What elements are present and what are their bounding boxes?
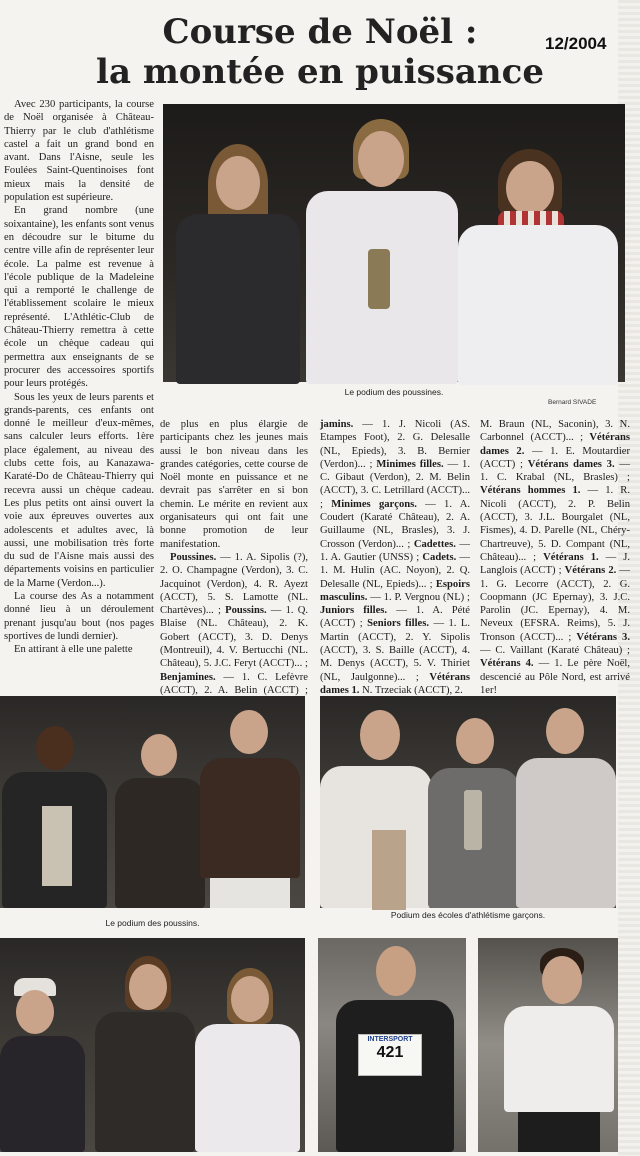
caption-main: Le podium des poussines. bbox=[344, 387, 444, 397]
headline-line-2: la montée en puissance bbox=[96, 52, 544, 92]
photo-credit: Bernard SIVADE bbox=[548, 399, 597, 406]
photo-runner-white bbox=[478, 938, 618, 1152]
boy-figure bbox=[200, 710, 300, 908]
bib-number: 421 bbox=[376, 1044, 404, 1061]
result-text: — 1. A. Gautier (UNSS) ; bbox=[320, 538, 470, 563]
trophy-icon bbox=[368, 249, 390, 309]
photo-girls-with-gifts bbox=[0, 938, 305, 1152]
result-text: — 1. E. Moutardier (ACCT) ; bbox=[480, 445, 630, 470]
photo-podium-ecoles-garcons bbox=[320, 696, 616, 908]
result-category: Poussins. bbox=[225, 605, 267, 617]
caption-poussins: Le podium des poussins. bbox=[105, 918, 200, 928]
result-text: — 1. Q. Blaise (NL. Château), 2. K. Gobert (ACCT), 3. D. Denys (Montreuil), 4. V. Bertucchi (NL. Château), 5. J.C. Feryt (ACCT)... ; bbox=[160, 605, 308, 670]
results-paragraph bbox=[160, 551, 308, 711]
result-text: — J. Langlois (ACCT) ; bbox=[480, 551, 630, 577]
result-text: — 1. C. Gibaut (Verdon), 2. M. Belin (ACCT), 3. C. Letrillard (ACCT)... ; bbox=[320, 458, 470, 510]
gift-package bbox=[372, 830, 406, 910]
paragraph: Sous les yeux de leurs parents et grands-parents, ces enfants ont donné le meilleur d'eux-mêmes, sans calculer leurs efforts. 1ère place également, au niveau des clubs cette fois, au Kanazawa-Karaté-Do de Château-Thierry qui recevra aussi un chèque cadeau. Les plus petits ont ainsi ouvert la voie aux épreuves ouvertes aux adolescents et adultes avec, là aussi, une mobilisation très forte du sud de l'Aisne mais aussi des départements voisins en particulier de la Marne (Verdon...). bbox=[4, 391, 154, 589]
paragraph: La course des As a notamment donné lieu à un déroulement prenant jusqu'au bout (nos pages sportives de lundi dernier). bbox=[4, 590, 154, 642]
result-category: Minimes filles. bbox=[376, 458, 444, 470]
girl-figure bbox=[168, 144, 303, 384]
result-text: — 1. A. Sipolis (?), 2. O. Champagne (Verdon), 3. C. Jacquinot (Verdon), 4. R. Ayezt (ACCT), 5. S. Lamotte (NL. Chartèves)... ; bbox=[160, 551, 308, 617]
result-text: — C. Vaillant (Karaté Château) ; bbox=[480, 645, 630, 657]
result-category: Espoirs masculins. bbox=[320, 578, 470, 603]
headline bbox=[80, 12, 560, 92]
photo-podium-poussines bbox=[163, 104, 625, 382]
headline-line-1: Course de Noël : bbox=[162, 12, 478, 52]
result-category: Seniors filles. bbox=[367, 618, 429, 630]
result-category: Vétérans 3. bbox=[576, 631, 630, 643]
photo-podium-poussins bbox=[0, 696, 305, 908]
result-text: — 1. A. Pété (ACCT) ; bbox=[320, 605, 471, 630]
boy-figure bbox=[428, 718, 520, 908]
result-text: — 1. A. Coudert (Karaté Château), 2. A. Guillaume (NL, Brasles), 3. J. Crosson (Verdon)... ; bbox=[320, 498, 470, 550]
result-category: Cadettes. bbox=[413, 538, 456, 550]
race-bib bbox=[358, 1034, 422, 1076]
result-category: Vétérans dames 1. bbox=[320, 671, 470, 696]
result-text: — 1. Le père Noël, descencié au Pôle Nord, est arrivé 1er! bbox=[480, 658, 630, 696]
girl-figure bbox=[448, 149, 618, 384]
girl-figure bbox=[95, 956, 195, 1152]
result-text: — 1. M. Hulin (AC. Noyon), 2. Q. Delesalle (NL, Epieds)... ; bbox=[320, 551, 470, 590]
result-text: — 1. R. Nicoli (ACCT), 2. P. Belin (ACCT), 3. J.L. Bourgalet (NL, Fismes), 4. D. Parelle (NL, Chéry-Chartreuve), 5. D. Compant (NL, Château)... ; bbox=[480, 485, 630, 563]
article-column-2 bbox=[160, 418, 308, 696]
result-category: Minimes garçons. bbox=[331, 498, 417, 510]
result-text: — 1. J. Nicoli (AS. Etampes Foot), 2. G. Delesalle (NL, Epieds), 3. B. Bernier (Verdon)... ; bbox=[320, 419, 470, 470]
result-text: — 1. C. Krabal (NL, Brasles) ; bbox=[480, 458, 630, 484]
caption-ecoles: Podium des écoles d'athlétisme garçons. bbox=[390, 910, 546, 920]
result-category: Juniors filles. bbox=[320, 605, 388, 617]
boy-figure bbox=[2, 726, 107, 908]
result-category: Cadets. bbox=[422, 551, 457, 563]
white-pants bbox=[210, 878, 290, 908]
result-category: Vétérans dames 2. bbox=[480, 432, 630, 457]
paragraph: En attirant à elle une palette bbox=[14, 644, 133, 656]
result-text: — 1. G. Lecorre (ACCT), 2. G. Coopmann (JC Epernay), 3. J.C. Parolin (JC. Epernay), 4. M. Neveux (EFSRA. Reims), 5. J. Tronson (ACCT)... ; bbox=[480, 565, 630, 643]
result-category: Benjamines. bbox=[160, 671, 216, 683]
result-text: — 1. P. Vergnou (NL) ; bbox=[367, 591, 470, 603]
article-column-1 bbox=[4, 98, 154, 696]
result-text: — 1. C. Lefèvre (ACCT), 2. A. Belin (ACCT) ; bbox=[160, 671, 308, 696]
paragraph: Avec 230 participants, la course de Noël organisée à Château-Thierry par le club d'athlétisme castel a fait un grand bond en avant. Dans l'Aisne, seule les Foulées Saint-Quentinoises font mieux mais la densité de population est supérieure. bbox=[4, 99, 154, 204]
bib-brand: INTERSPORT bbox=[367, 1036, 413, 1043]
girl-figure bbox=[195, 968, 300, 1152]
result-category: Vétérans 4. bbox=[480, 658, 534, 670]
girl-figure bbox=[298, 119, 458, 384]
results-paragraph bbox=[480, 418, 630, 697]
boy-figure bbox=[115, 734, 205, 908]
result-category: Vétérans dames 3. bbox=[527, 458, 615, 470]
result-category: Vétérans hommes 1. bbox=[480, 485, 581, 497]
runner-figure bbox=[504, 948, 614, 1152]
paragraph: de plus en plus élargie de participants chez les jeunes mais aussi le bon niveau dans les grandes catégories, cette course de Noël monte en puissance et ne devrait pas s'arrêter en si bon chemin. Le mérite en revient aux organisateurs qui ont fait une bonne promotion de leur manifestation. bbox=[160, 419, 308, 550]
date-label: 12/2004 bbox=[545, 34, 607, 53]
result-text: — 1. L. Martin (ACCT), 2. Y. Sipolis (ACCT), 3. S. Baille (ACCT), 4. M. Denys (ACCT), 5. V. Thiriet (NL, Jaulgonne)... ; bbox=[320, 618, 471, 683]
results-paragraph bbox=[320, 418, 470, 697]
result-category: Poussines. bbox=[170, 551, 217, 563]
boy-figure bbox=[516, 708, 616, 908]
girl-figure bbox=[0, 978, 85, 1152]
paragraph: En grand nombre (une soixantaine), les enfants sont venus en découdre sur le bitume du centre ville afin de représenter leur école. La palme est revenue à l'école publique de la Madeleine qui a remporté le challenge de l'établissement scolaire le mieux représenté. L'Athlétic-Club de Château-Thierry remettra à cette école un chèque cadeau qui permettra aux enseignants de se procurer des accessoires sportifs pour leurs protégés. bbox=[4, 205, 154, 390]
article-column-3 bbox=[320, 418, 470, 696]
result-text: M. Braun (NL, Saconin), 3. N. Carbonnel (ACCT)... ; bbox=[480, 419, 630, 444]
result-text: N. Trzeciak (ACCT), 2. bbox=[359, 684, 463, 696]
boy-figure bbox=[320, 710, 432, 908]
gift-package bbox=[42, 806, 72, 886]
trophy-icon bbox=[464, 790, 482, 850]
result-category: Vétérans 1. bbox=[543, 551, 599, 563]
result-category: Vétérans 2. bbox=[564, 565, 617, 577]
result-category: jamins. bbox=[320, 419, 354, 430]
photo-runner-bib bbox=[318, 938, 466, 1152]
article-column-4 bbox=[480, 418, 630, 696]
dark-pants bbox=[518, 1112, 600, 1152]
